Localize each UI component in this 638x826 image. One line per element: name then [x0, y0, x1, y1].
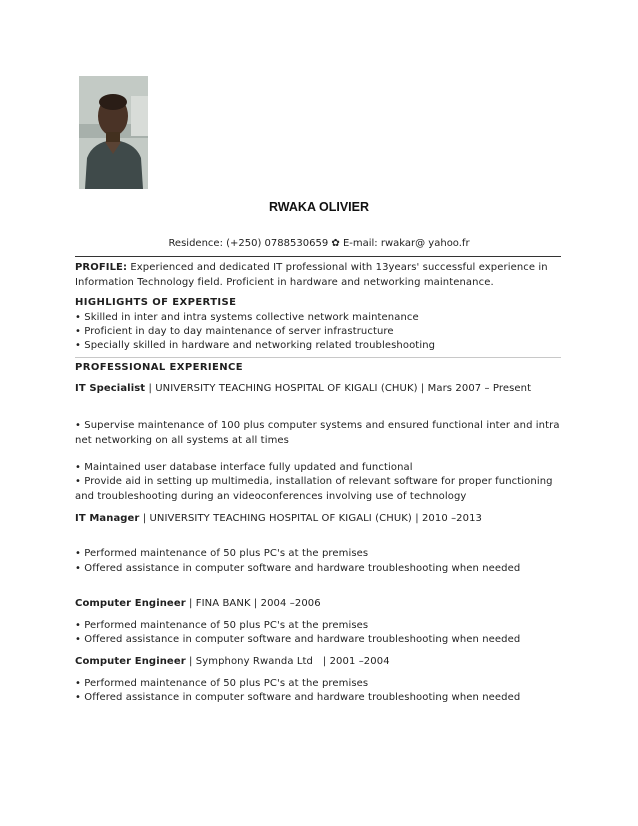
residence-phone: Residence: (+250) 0788530659: [168, 238, 329, 249]
job-heading: [75, 512, 561, 527]
job-bullet: • Supervise maintenance of 100 plus computer systems and ensured functional inter and intra net networking on all systems at all times: [75, 420, 560, 446]
job-role: IT Manager: [75, 513, 140, 524]
job-heading: [75, 655, 561, 670]
profile-text: Experienced and dedicated IT professional with 13years' successful experience in Information Technology field. Proficient in hardware and networking maintenance.: [75, 262, 548, 288]
job-bullet: • Performed maintenance of 50 plus PC's at the premises: [75, 548, 369, 559]
job-role: IT Specialist: [75, 383, 146, 394]
profile-label: PROFILE:: [75, 262, 128, 273]
profile-photo: [79, 76, 148, 189]
flower-separator-icon: ✿: [331, 238, 340, 249]
section-divider: [75, 357, 561, 358]
job-bullet: • Performed maintenance of 50 plus PC's at the premises: [75, 620, 369, 631]
highlight-item: • Proficient in day to day maintenance of server infrastructure: [75, 326, 394, 337]
job-role: Computer Engineer: [75, 598, 186, 609]
job-bullet: • Offered assistance in computer software and hardware troubleshooting when needed: [75, 563, 521, 574]
experience-title: PROFESSIONAL EXPERIENCE: [75, 362, 244, 373]
job-details: | UNIVERSITY TEACHING HOSPITAL OF KIGALI (CHUK) | 2010 –2013: [139, 513, 483, 524]
highlights-title: HIGHLIGHTS OF EXPERTISE: [75, 297, 237, 308]
job-role: Computer Engineer: [75, 656, 186, 667]
header-divider: [75, 256, 561, 257]
email-address: E-mail: rwakar@ yahoo.fr: [342, 238, 470, 249]
contact-line: [0, 238, 638, 249]
job-bullet: • Offered assistance in computer software and hardware troubleshooting when needed: [75, 634, 521, 645]
job-bullet: • Performed maintenance of 50 plus PC's at the premises: [75, 678, 369, 689]
highlight-item: • Skilled in inter and intra systems collective network maintenance: [75, 312, 419, 323]
job-bullet: • Provide aid in setting up multimedia, installation of relevant software for proper functioning and troubleshooting during an videoconferences involving use of technology: [75, 476, 553, 502]
job-details: | Symphony Rwanda Ltd | 2001 –2004: [185, 656, 390, 667]
job-heading: [75, 382, 561, 397]
job-bullet: • Offered assistance in computer software and hardware troubleshooting when needed: [75, 692, 521, 703]
job-details: | UNIVERSITY TEACHING HOSPITAL OF KIGALI (CHUK) | Mars 2007 – Present: [145, 383, 532, 394]
candidate-name: RWAKA OLIVIER: [268, 200, 369, 214]
profile-section: [75, 261, 561, 291]
job-bullet: • Maintained user database interface fully updated and functional: [75, 462, 413, 473]
highlight-item: • Specially skilled in hardware and networking related troubleshooting: [75, 340, 436, 351]
job-details: | FINA BANK | 2004 –2006: [185, 598, 321, 609]
person-photo-icon: [79, 76, 148, 189]
job-heading: [75, 597, 561, 612]
